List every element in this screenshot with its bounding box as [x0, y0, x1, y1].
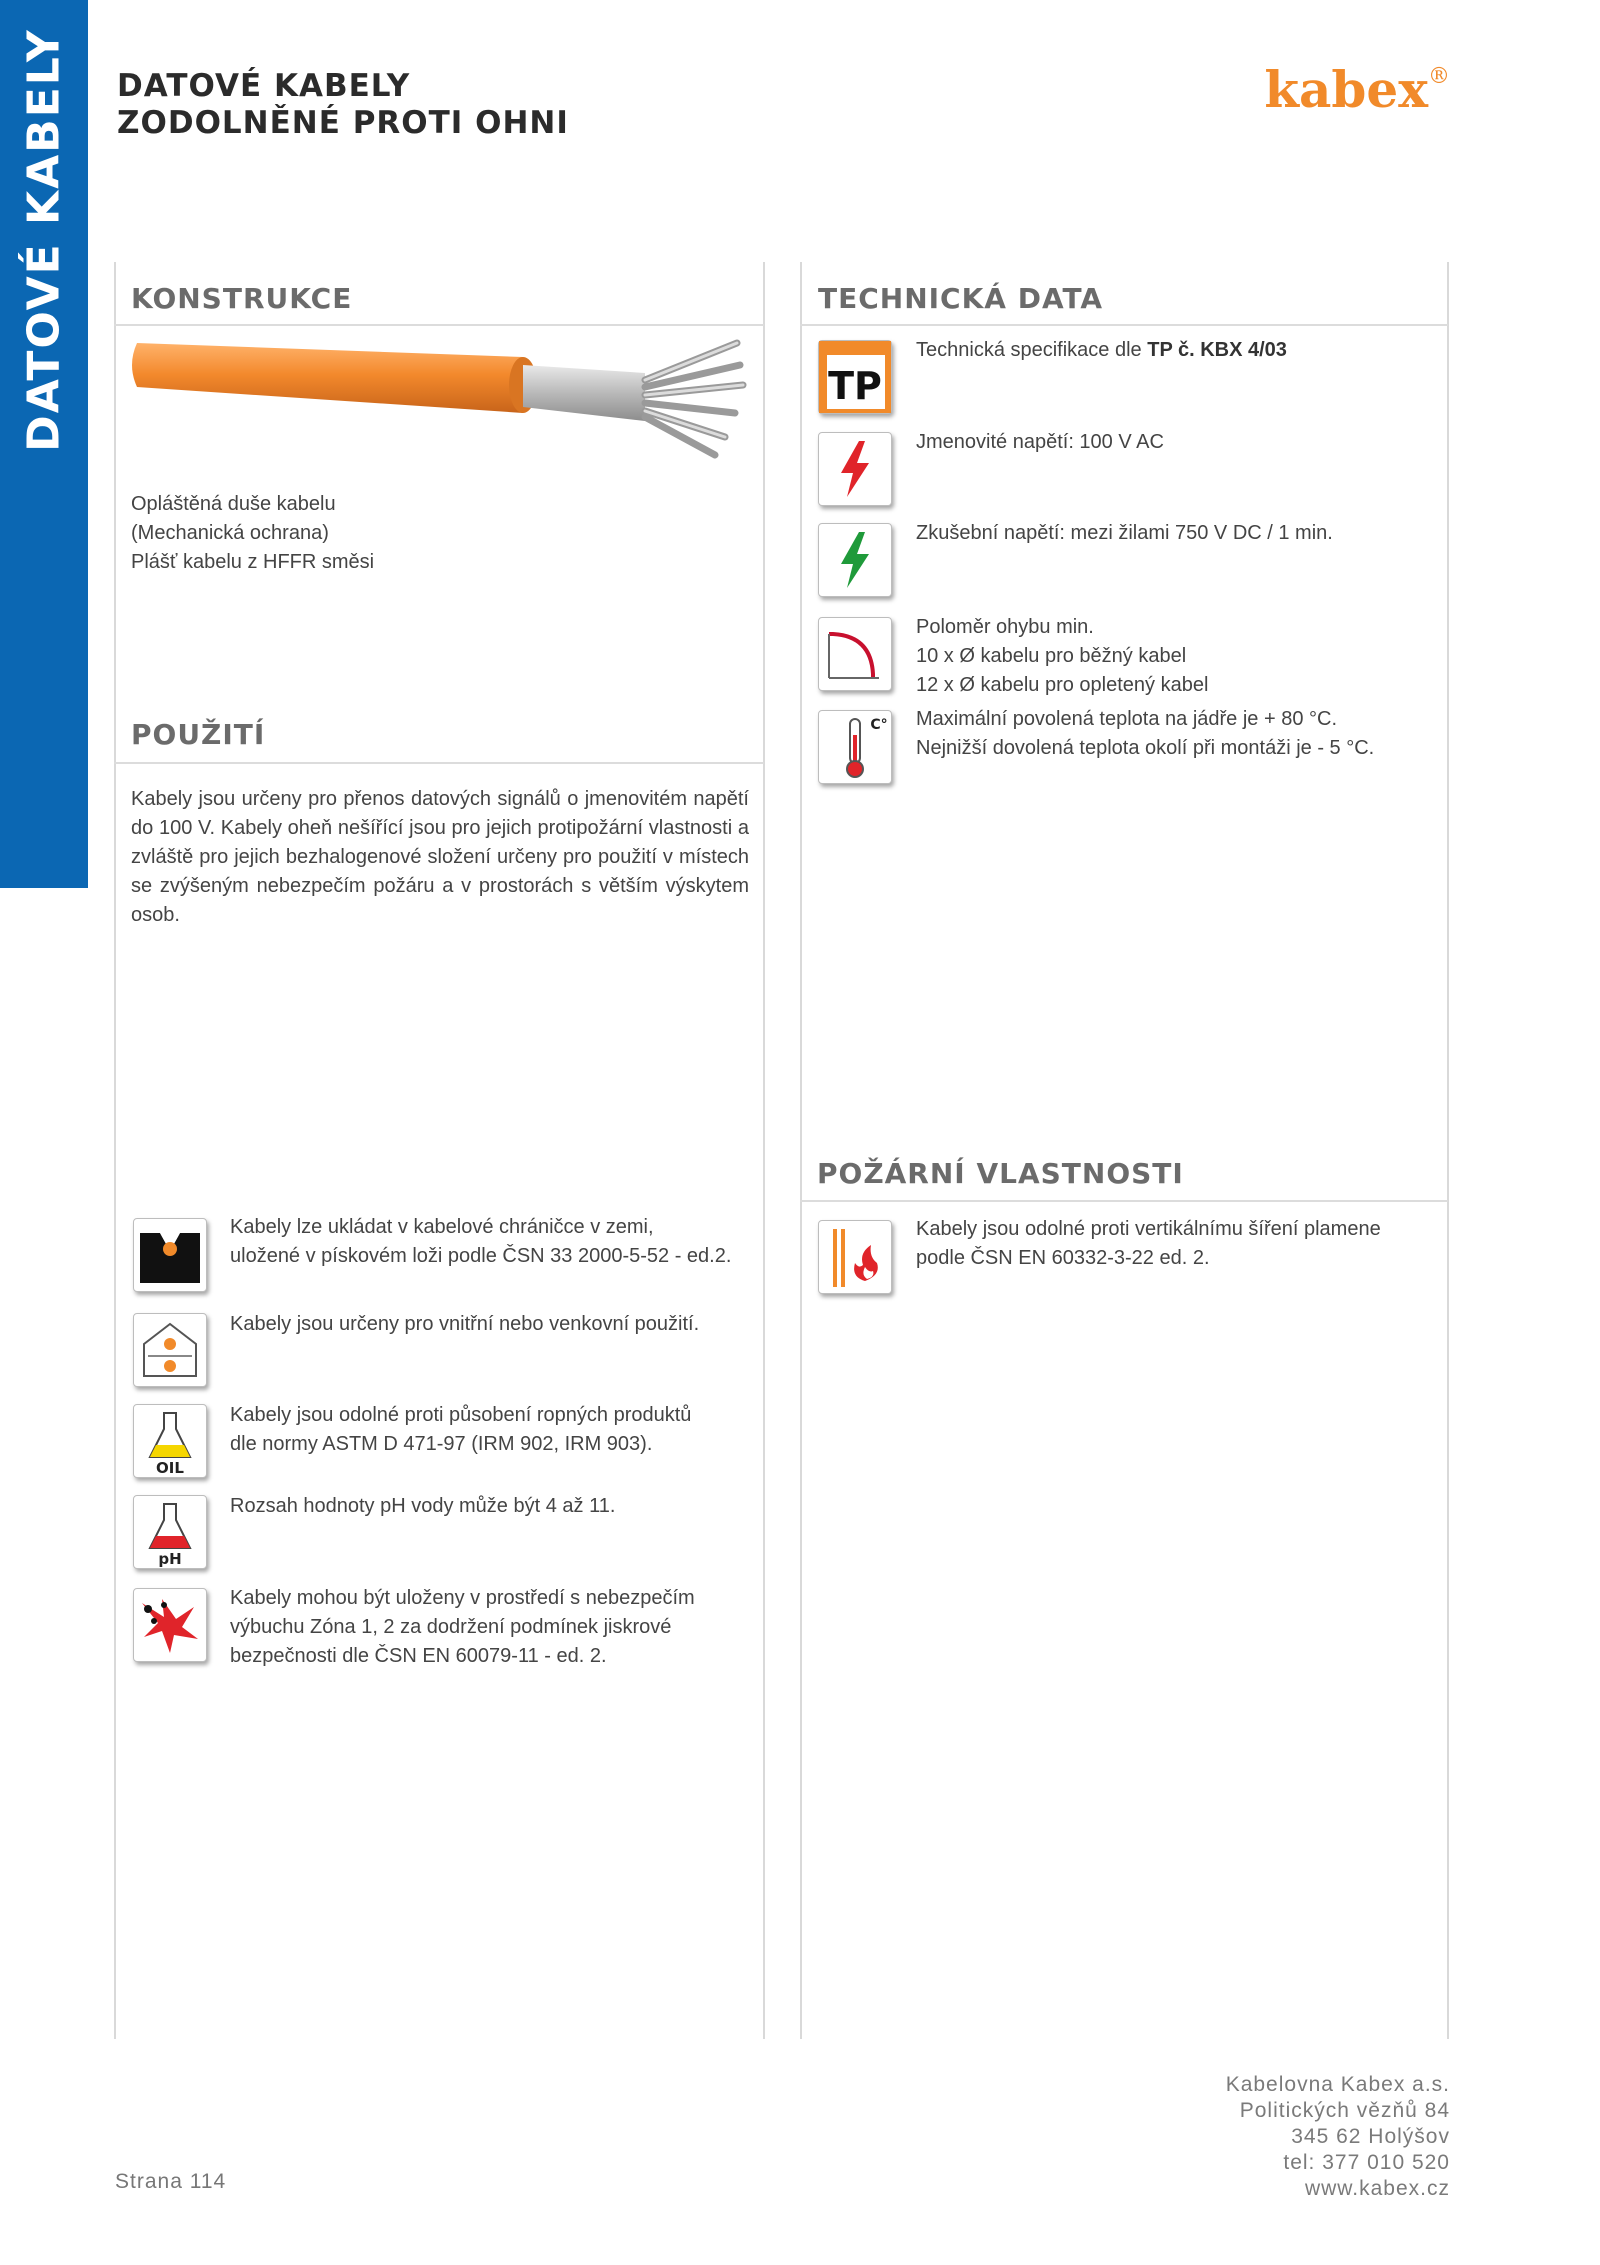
tech-line: Technická specifikace dle [916, 339, 1148, 361]
feature-line: výbuchu Zóna 1, 2 za dodržení podmínek jiskrové [230, 1616, 672, 1638]
feature-line: Kabely mohou být uloženy v prostředí s nebezpečím [230, 1587, 695, 1609]
caption-line: Opláštěná duše kabelu [131, 493, 336, 515]
celsius-label: C° [870, 717, 888, 733]
tech-line: 12 x Ø kabelu pro opletený kabel [916, 674, 1209, 696]
rated-voltage-text [916, 428, 1164, 457]
voltage-red-icon [818, 432, 892, 506]
caption-line: Plášť kabelu z HFFR směsi [131, 551, 375, 573]
address-line: 345 62 Holýšov [1291, 2125, 1450, 2148]
page-title [117, 68, 569, 142]
left-column-border-right [763, 262, 765, 2039]
address-line: Politických vězňů 84 [1239, 2099, 1450, 2122]
test-voltage-text [916, 519, 1333, 548]
ph-label: pH [158, 1550, 182, 1568]
left-column-border-left [114, 262, 116, 2039]
pouziti-heading: POUŽITÍ [131, 718, 266, 751]
feature-line: uložené v pískovém loži podle ČSN 33 2000-5-52 - ed.2. [230, 1245, 732, 1267]
oil-label: OIL [156, 1459, 184, 1477]
pozarni-vlastnosti-heading: POŽÁRNÍ VLASTNOSTI [817, 1157, 1184, 1190]
address-line: Kabelovna Kabex a.s. [1225, 2073, 1450, 2096]
bend-radius-text [916, 613, 1208, 700]
temperature-text [916, 705, 1374, 763]
voltage-green-icon [818, 523, 892, 597]
feature-line: Kabely jsou určeny pro vnitřní nebo venkovní použití. [230, 1313, 700, 1335]
konstrukce-heading: KONSTRUKCE [131, 282, 353, 315]
caption-line: (Mechanická ochrana) [131, 522, 329, 544]
indoor-outdoor-icon [133, 1313, 207, 1387]
feature-line: Kabely jsou odolné proti působení ropných produktů [230, 1404, 692, 1426]
tech-spec-text [916, 336, 1287, 365]
feature-line: bezpečnosti dle ČSN EN 60079-11 - ed. 2. [230, 1645, 607, 1667]
feature-line: Rozsah hodnoty pH vody může být 4 až 11. [230, 1495, 616, 1517]
technicka-data-divider [800, 324, 1448, 326]
tp-label: TP [828, 364, 882, 408]
tech-line: Maximální povolená teplota na jádře je + 80 °C. [916, 708, 1338, 730]
cable-illustration [125, 325, 750, 475]
tech-line: Poloměr ohybu min. [916, 616, 1094, 638]
kabex-logo [1264, 60, 1450, 119]
feature-line: dle normy ASTM D 471-97 (IRM 902, IRM 903). [230, 1433, 653, 1455]
company-address [1226, 2072, 1450, 2202]
pozarni-divider [800, 1200, 1448, 1202]
flame-spread-icon [818, 1220, 892, 1294]
feature-indoor-text [230, 1310, 699, 1339]
tp-number: TP č. KBX 4/03 [1147, 339, 1287, 361]
pouziti-divider [114, 762, 764, 764]
registered-mark: ® [1428, 64, 1450, 89]
feature-oil-text [230, 1401, 691, 1459]
feature-trench-text [230, 1213, 731, 1271]
right-column-border-right [1447, 262, 1449, 2039]
website-link: www.kabex.cz [1304, 2177, 1450, 2200]
tech-line: Nejnižší dovolená teplota okolí při montáži je - 5 °C. [916, 737, 1375, 759]
ph-flask-icon [133, 1495, 207, 1569]
logo-text: kabex [1264, 60, 1428, 119]
tech-line: 10 x Ø kabelu pro běžný kabel [916, 645, 1187, 667]
fire-line: podle ČSN EN 60332-3-22 ed. 2. [916, 1247, 1210, 1269]
tech-line: Zkušební napětí: mezi žilami 750 V DC / 1 min. [916, 522, 1333, 544]
konstrukce-caption [131, 490, 374, 577]
feature-ph-text [230, 1492, 615, 1521]
side-tab [0, 0, 88, 888]
address-line: tel: 377 010 520 [1283, 2151, 1450, 2174]
title-line-2: ZODOLNĚNÉ PROTI OHNI [117, 105, 569, 141]
page-number: Strana 114 [115, 2170, 227, 2193]
thermometer-icon [818, 710, 892, 784]
explosion-icon [133, 1588, 207, 1662]
technicka-data-heading: TECHNICKÁ DATA [818, 282, 1104, 315]
title-line-1: DATOVÉ KABELY [117, 68, 411, 104]
right-column-border-left [800, 262, 802, 2039]
fire-line: Kabely jsou odolné proti vertikálnímu šíření plamene [916, 1218, 1381, 1240]
oil-flask-icon [133, 1404, 207, 1478]
tp-icon [818, 340, 892, 414]
side-tab-label: DATOVÉ KABELY [18, 28, 70, 452]
bend-radius-icon [818, 617, 892, 691]
pouziti-text: Kabely jsou určeny pro přenos datových signálů o jmenovitém napětí do 100 V. Kabely oheň nešířící jsou pro jejich protipožární vlastnosti a zvláště pro jejich bezhalogenové složení určeny pro použití v místech se zvýšeným nebezpečím požáru a v prostorách s větším výskytem osob. [131, 788, 749, 926]
feature-line: Kabely lze ukládat v kabelové chráničce v zemi, [230, 1216, 654, 1238]
feature-explosion-text [230, 1584, 695, 1671]
flame-spread-text [916, 1215, 1381, 1273]
trench-icon [133, 1218, 207, 1292]
tech-line: Jmenovité napětí: 100 V AC [916, 431, 1164, 453]
